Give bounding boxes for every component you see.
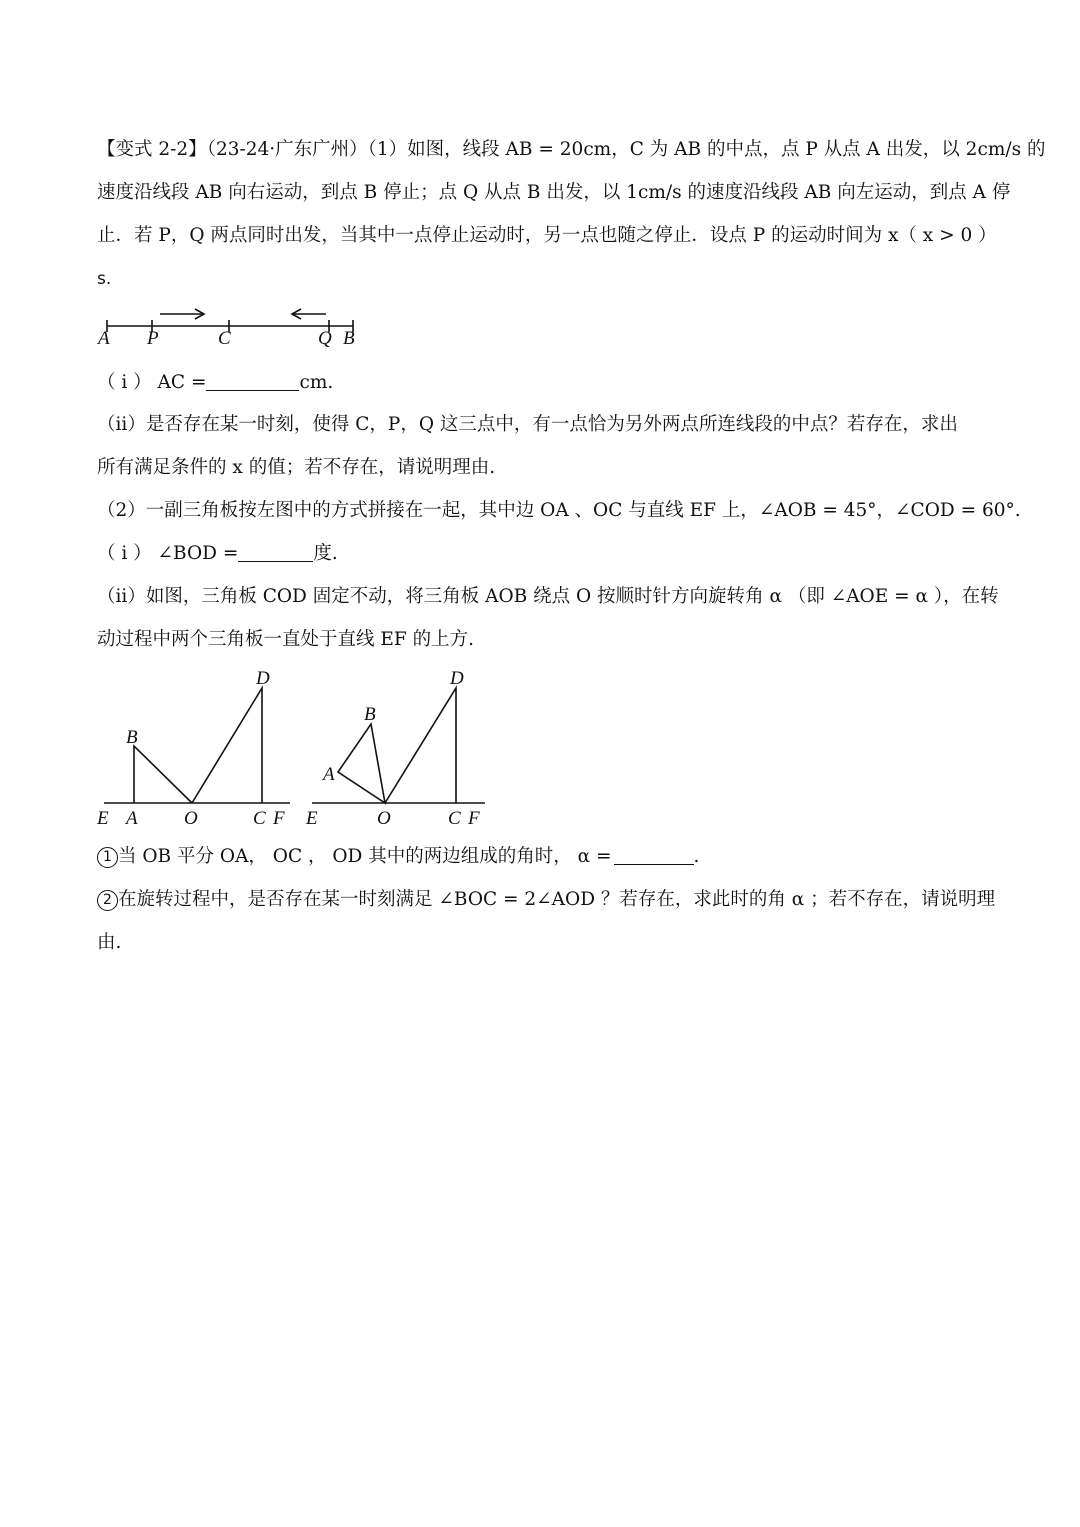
fig3-label-e: E [306, 808, 318, 829]
fig2-label-f: F [273, 808, 285, 829]
subquestion-1-end: . [693, 846, 700, 867]
triangle-aob-right [338, 724, 385, 803]
subquestion-1 [97, 842, 699, 872]
fig2-label-d: D [256, 668, 270, 689]
circled-number-2: 2 [97, 890, 118, 911]
label-b: B [343, 328, 355, 349]
problem-source: （23-24·广东广州） [206, 139, 368, 160]
question-1i-suffix: cm. [299, 372, 334, 393]
subquestion-2-line-1 [97, 885, 995, 915]
question-2i-suffix: 度. [313, 543, 338, 564]
fig2-label-e: E [97, 808, 109, 829]
question-2ii-text-2: 动过程中两个三角板一直处于直线 EF 的上方. [97, 629, 474, 650]
triangle-cod-right [385, 688, 456, 803]
part1-text-3: 止．若 P，Q 两点同时出发，当其中一点停止运动时，另一点也随之停止．设点 P 的运动时间为 x（ x > 0 ） [97, 225, 997, 246]
part1-text-2: 速度沿线段 AB 向右运动，到点 B 停止；点 Q 从点 B 出发，以 1cm/s 的速度沿线段 AB 向左运动，到点 A 停 [97, 182, 1011, 203]
fig3-label-c: C [448, 808, 461, 829]
fig3-label-f: F [468, 808, 480, 829]
circled-number-1: 1 [97, 847, 118, 868]
part2-text-1: （2）一副三角板按左图中的方式拼接在一起，其中边 OA 、OC 与直线 EF 上，∠AOB = 45°，∠COD = 60°. [97, 500, 1021, 521]
question-1ii-text-2: 所有满足条件的 x 的值；若不存在，请说明理由. [97, 457, 496, 478]
question-2ii-text-1: （ii）如图，三角板 COD 固定不动，将三角板 AOB 绕点 O 按顺时针方向旋转角 α （即 ∠AOE = α ），在转 [97, 586, 999, 607]
fig3-label-b: B [364, 704, 376, 725]
fig3-label-a: A [323, 764, 335, 785]
subquestion-1-text: 当 OB 平分 OA， OC ， OD 其中的两边组成的角时， α = [118, 846, 612, 867]
fig2-label-a: A [126, 808, 138, 829]
triangle-aob-left [134, 746, 192, 803]
part1-text-1: （1）如图，线段 AB = 20cm，C 为 AB 的中点，点 P 从点 A 出发，以 2cm/s 的 [367, 139, 1046, 160]
label-q: Q [318, 328, 332, 349]
subquestion-2-line-2 [97, 928, 121, 958]
problem-tag: 【变式 2-2】 [97, 139, 207, 160]
label-a: A [98, 328, 110, 349]
fig3-label-o: O [377, 808, 391, 829]
label-p: P [147, 328, 159, 349]
label-c: C [218, 328, 231, 349]
answer-blank-alpha[interactable] [614, 844, 694, 865]
part1-text-4: s. [97, 269, 112, 289]
fig2-label-o: O [184, 808, 198, 829]
fig3-label-d: D [450, 668, 464, 689]
question-2i-prefix: （ i ） ∠BOD = [97, 543, 239, 564]
question-1i-prefix: （ i ） AC = [97, 372, 207, 393]
subquestion-2-text-1: 在旋转过程中，是否存在某一时刻满足 ∠BOC = 2∠AOD ？若存在，求此时的角 α ；若不存在，请说明理 [118, 889, 996, 910]
fig2-label-c: C [253, 808, 266, 829]
subquestion-2-text-2: 由. [97, 932, 122, 953]
fig2-label-b: B [126, 727, 138, 748]
triangle-cod-left [192, 688, 262, 803]
question-1ii-text-1: （ii）是否存在某一时刻，使得 C，P，Q 这三点中，有一点恰为另外两点所连线段的中点？若存在，求出 [97, 414, 958, 435]
